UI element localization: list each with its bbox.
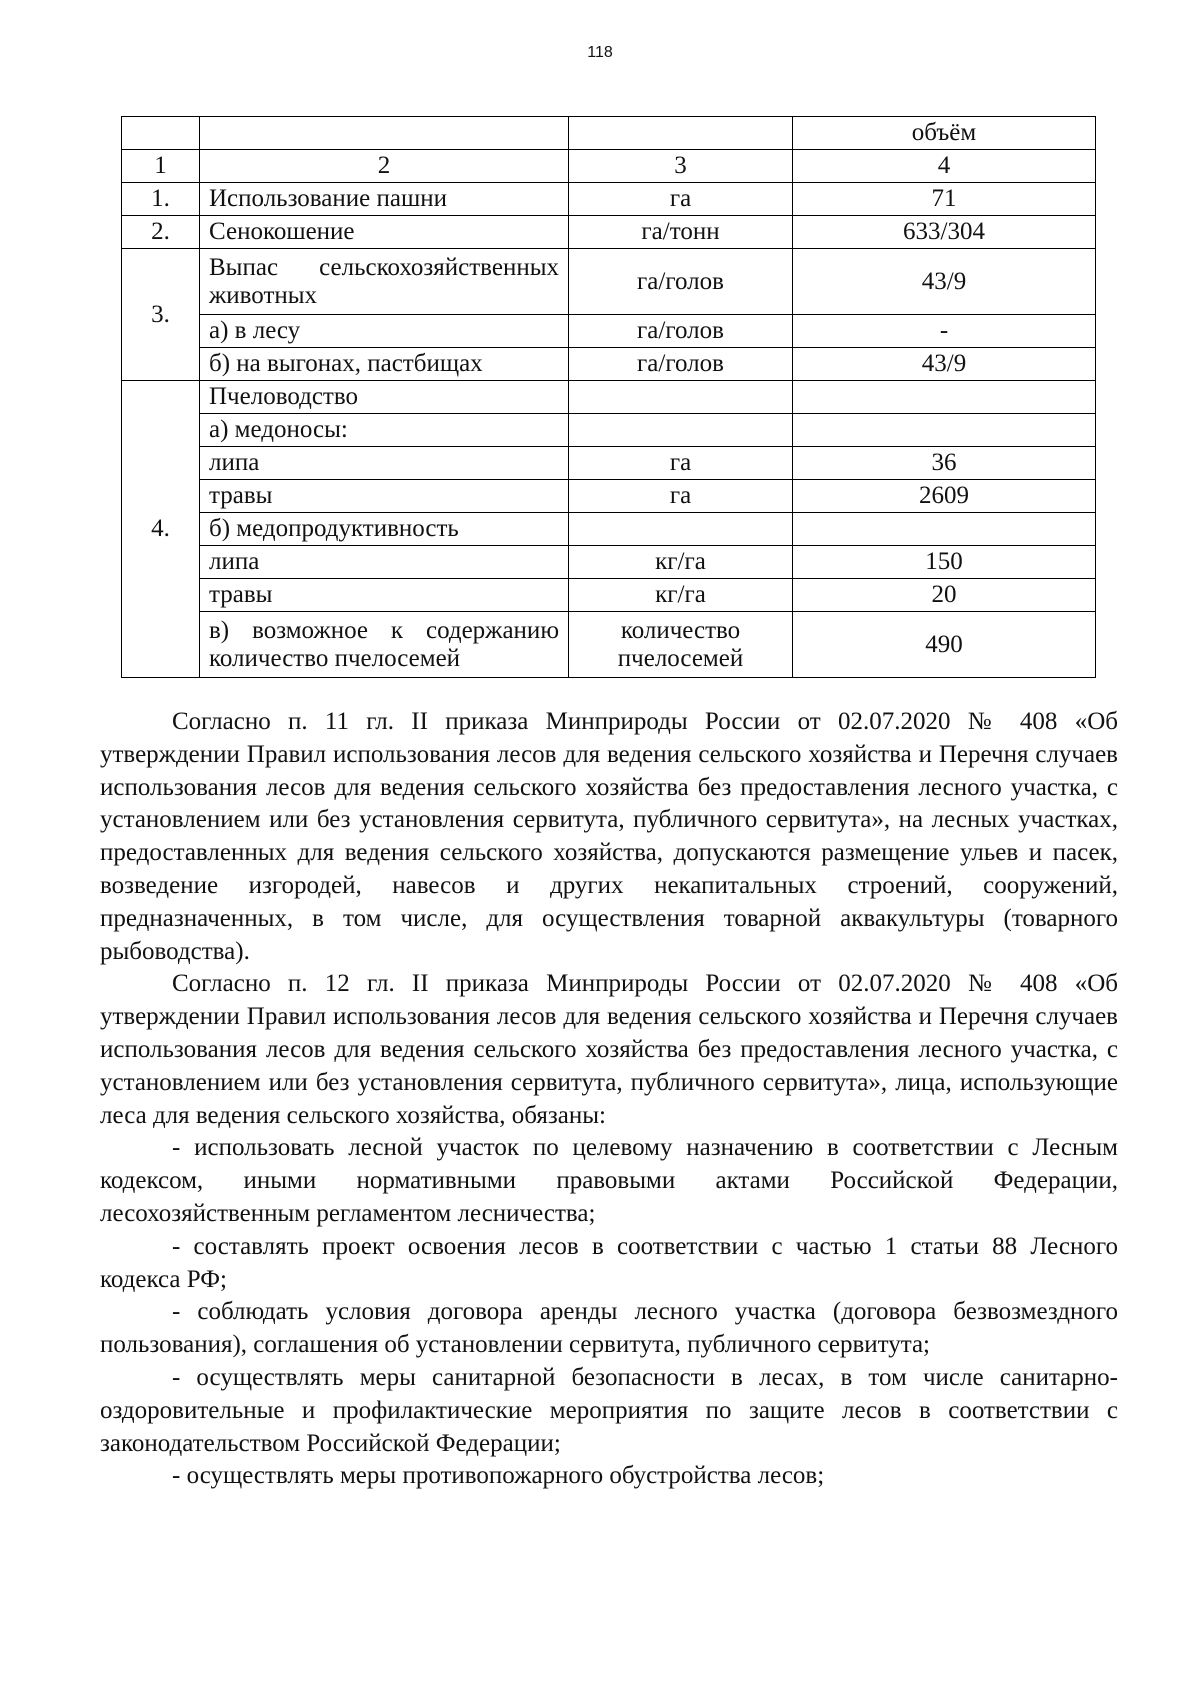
row-unit: га xyxy=(569,183,793,216)
list-item: - использовать лесной участок по целевому назначению в соответствии с Лесным кодексом, иными нормативными правовыми актами Российской Федерации, лесохозяйственным регламентом лесничества; xyxy=(100,1134,1118,1227)
row-name-line: животных xyxy=(209,281,318,309)
row-number: 3. xyxy=(122,249,200,381)
row-name xyxy=(200,612,569,678)
row-unit xyxy=(569,513,793,546)
table-row xyxy=(122,480,1096,513)
table-row xyxy=(122,579,1096,612)
row-name xyxy=(200,249,569,315)
table-row xyxy=(122,216,1096,249)
row-value: 490 xyxy=(793,612,1096,678)
table-row xyxy=(122,513,1096,546)
row-value: 71 xyxy=(793,183,1096,216)
row-value: 43/9 xyxy=(793,348,1096,381)
row-unit: га/голов xyxy=(569,249,793,315)
page-number: 118 xyxy=(587,44,613,61)
row-value: 633/304 xyxy=(793,216,1096,249)
header-cell xyxy=(122,117,200,150)
row-value xyxy=(793,381,1096,414)
list-item: - составлять проект освоения лесов в соответствии с частью 1 статьи 88 Лесного кодекса РФ; xyxy=(100,1232,1118,1293)
row-unit xyxy=(569,612,793,678)
row-unit-line: количество xyxy=(620,616,741,644)
row-name: Сенокошение xyxy=(200,216,569,249)
list-item: - соблюдать условия договора аренды лесного участка (договора безвозмездного пользования), соглашения об установлении сервитута, публичного сервитута; xyxy=(100,1298,1118,1359)
row-value: 150 xyxy=(793,546,1096,579)
table-row xyxy=(122,249,1096,315)
table-row xyxy=(122,546,1096,579)
paragraph: Согласно п. 12 гл. II приказа Минприроды России от 02.07.2020 № 408 «Об утверждении Правил использования лесов для ведения сельского хозяйства и Перечня случаев использования лесов для ведения сельского хозяйства без предоставления лесного участка, с установлением или без установления сервитута, публичного сервитута», лица, использующие леса для ведения сельского хозяйства, обязаны: xyxy=(100,970,1118,1129)
table-row xyxy=(122,381,1096,414)
row-unit: га xyxy=(569,447,793,480)
row-name: Использование пашни xyxy=(200,183,569,216)
row-unit: га/голов xyxy=(569,348,793,381)
row-name: Пчеловодство xyxy=(200,381,569,414)
table-header-row xyxy=(122,117,1096,150)
body-text xyxy=(100,706,1118,1493)
column-number: 3 xyxy=(569,150,793,183)
row-name-line: Выпас сельскохозяйственных xyxy=(209,253,559,281)
column-number: 2 xyxy=(200,150,569,183)
header-cell xyxy=(569,117,793,150)
table-row xyxy=(122,414,1096,447)
row-unit xyxy=(569,381,793,414)
row-name: травы xyxy=(200,480,569,513)
row-unit: га xyxy=(569,480,793,513)
table-column-numbers-row xyxy=(122,150,1096,183)
header-cell-volume: объём xyxy=(793,117,1096,150)
row-name-line: в) возможное к содержанию xyxy=(209,616,559,644)
table-row xyxy=(122,183,1096,216)
row-number: 1. xyxy=(122,183,200,216)
row-value: 43/9 xyxy=(793,249,1096,315)
row-value: 2609 xyxy=(793,480,1096,513)
row-unit-line: пчелосемей xyxy=(617,644,744,672)
row-value: - xyxy=(793,315,1096,348)
row-value: 20 xyxy=(793,579,1096,612)
row-name: б) на выгонах, пастбищах xyxy=(200,348,569,381)
row-value xyxy=(793,414,1096,447)
row-name-line: количество пчелосемей xyxy=(209,644,461,672)
table-row xyxy=(122,612,1096,678)
column-number: 1 xyxy=(122,150,200,183)
row-unit xyxy=(569,414,793,447)
row-name: б) медопродуктивность xyxy=(200,513,569,546)
list-item: - осуществлять меры противопожарного обустройства лесов; xyxy=(172,1462,825,1490)
row-number: 2. xyxy=(122,216,200,249)
column-number: 4 xyxy=(793,150,1096,183)
table-row xyxy=(122,348,1096,381)
header-cell xyxy=(200,117,569,150)
row-name: а) медоносы: xyxy=(200,414,569,447)
table-row xyxy=(122,315,1096,348)
row-name: а) в лесу xyxy=(200,315,569,348)
row-unit: га/тонн xyxy=(569,216,793,249)
row-number: 4. xyxy=(122,381,200,678)
row-name: липа xyxy=(200,546,569,579)
row-name: липа xyxy=(200,447,569,480)
row-value: 36 xyxy=(793,447,1096,480)
table-row xyxy=(122,447,1096,480)
row-unit: кг/га xyxy=(569,546,793,579)
data-table xyxy=(121,116,1096,678)
row-name: травы xyxy=(200,579,569,612)
row-unit: кг/га xyxy=(569,579,793,612)
row-value xyxy=(793,513,1096,546)
list-item: - осуществлять меры санитарной безопасности в лесах, в том числе санитарно-оздоровительные и профилактические мероприятия по защите лесов в соответствии с законодательством Российской Федерации; xyxy=(100,1363,1118,1457)
row-unit: га/голов xyxy=(569,315,793,348)
paragraph: Согласно п. 11 гл. II приказа Минприроды России от 02.07.2020 № 408 «Об утверждении Правил использования лесов для ведения сельского хозяйства и Перечня случаев использования лесов для ведения сельского хозяйства без предоставления лесного участка, с установлением или без установления сервитута, публичного сервитута», на лесных участках, предоставленных для ведения сельского хозяйства, допускаются размещение ульев и пасек, возведение изгородей, навесов и других некапитальных строений, сооружений, предназначенных, в том числе, для осуществления товарной аквакультуры (товарного рыбоводства). xyxy=(100,708,1118,965)
